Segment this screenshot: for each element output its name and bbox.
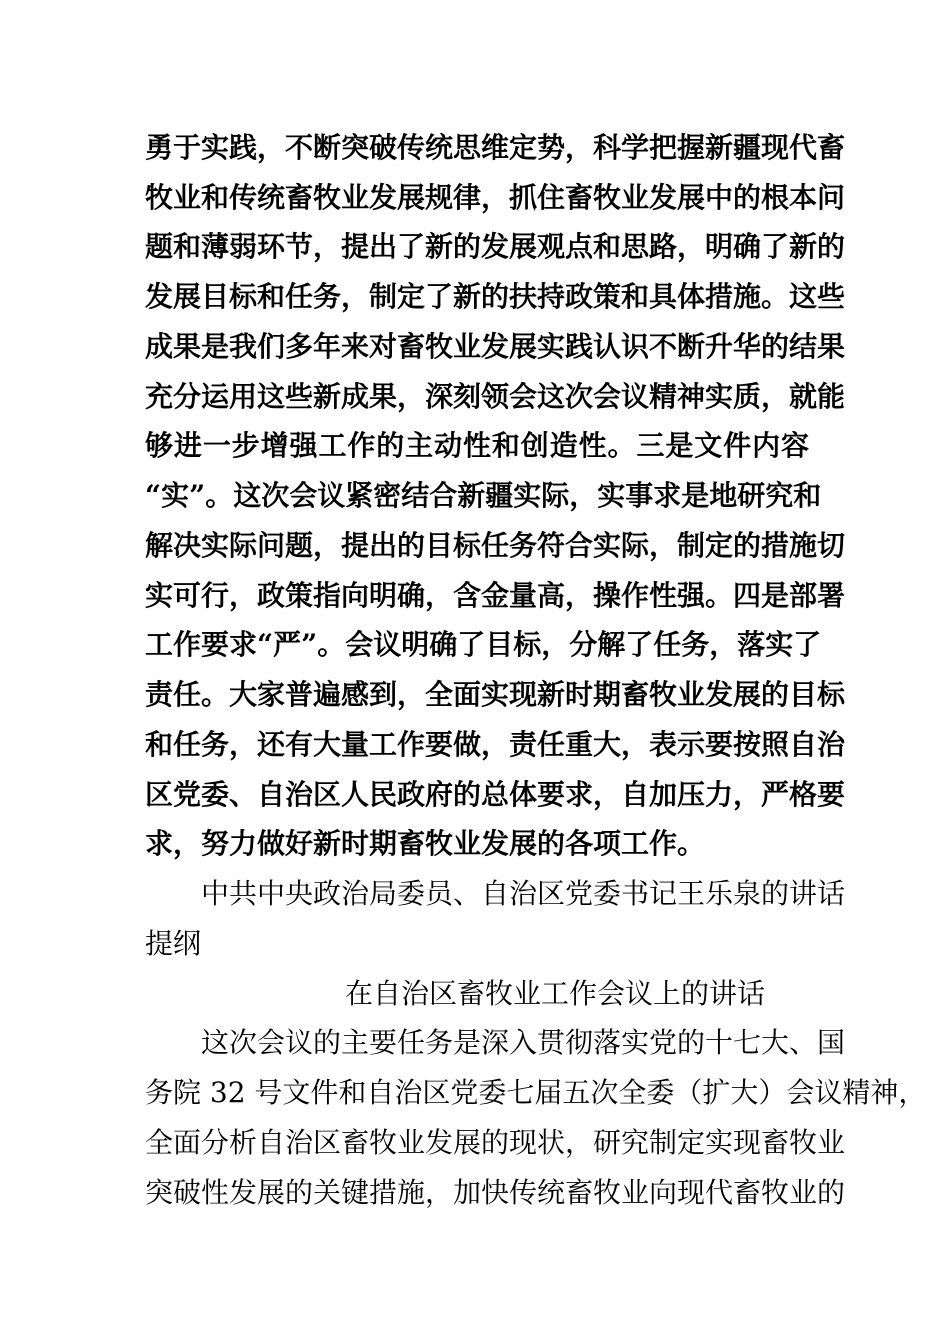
- body-text-line: 成果是我们多年来对畜牧业发展实践认识不断升华的结果: [145, 330, 846, 363]
- body-text-line: 务院 32 号文件和自治区党委七届五次全委（扩大）会议精神，: [145, 1076, 927, 1109]
- body-text-line: 求，努力做好新时期畜牧业发展的各项工作。: [145, 827, 706, 860]
- body-text-line: 牧业和传统畜牧业发展规律，抓住畜牧业发展中的根本问: [145, 181, 846, 214]
- body-text-line: 实可行，政策指向明确，含金量高，操作性强。四是部署: [145, 579, 846, 612]
- body-text-line: 区党委、自治区人民政府的总体要求，自加压力，严格要: [145, 778, 846, 811]
- outline-title-line: 提纲: [145, 927, 202, 960]
- body-text-line: 题和薄弱环节，提出了新的发展观点和思路，明确了新的: [145, 230, 846, 263]
- speech-heading: 在自治区畜牧业工作会议上的讲话: [345, 977, 766, 1010]
- body-text-line: “实”。这次会议紧密结合新疆实际，实事求是地研究和: [145, 479, 822, 512]
- body-text-line: 突破性发展的关键措施，加快传统畜牧业向现代畜牧业的: [145, 1176, 846, 1209]
- body-text-line: 勇于实践，不断突破传统思维定势，科学把握新疆现代畜: [145, 131, 846, 164]
- body-text-line: 和任务，还有大量工作要做，责任重大，表示要按照自治: [145, 728, 846, 761]
- body-text-line: 这次会议的主要任务是深入贯彻落实党的十七大、国: [201, 1026, 846, 1059]
- body-text-line: 工作要求“严”。会议明确了目标，分解了任务，落实了: [145, 628, 822, 661]
- body-text-line: 够进一步增强工作的主动性和创造性。三是文件内容: [145, 429, 809, 462]
- body-text-line: 责任。大家普遍感到，全面实现新时期畜牧业发展的目标: [145, 678, 846, 711]
- body-text-line: 解决实际问题，提出的目标任务符合实际，制定的措施切: [145, 529, 846, 562]
- outline-title-line: 中共中央政治局委员、自治区党委书记王乐泉的讲话: [201, 877, 846, 910]
- body-text-line: 全面分析自治区畜牧业发展的现状，研究制定实现畜牧业: [145, 1126, 846, 1159]
- body-text-line: 发展目标和任务，制定了新的扶持政策和具体措施。这些: [145, 280, 846, 313]
- body-text-line: 充分运用这些新成果，深刻领会这次会议精神实质，就能: [145, 380, 846, 413]
